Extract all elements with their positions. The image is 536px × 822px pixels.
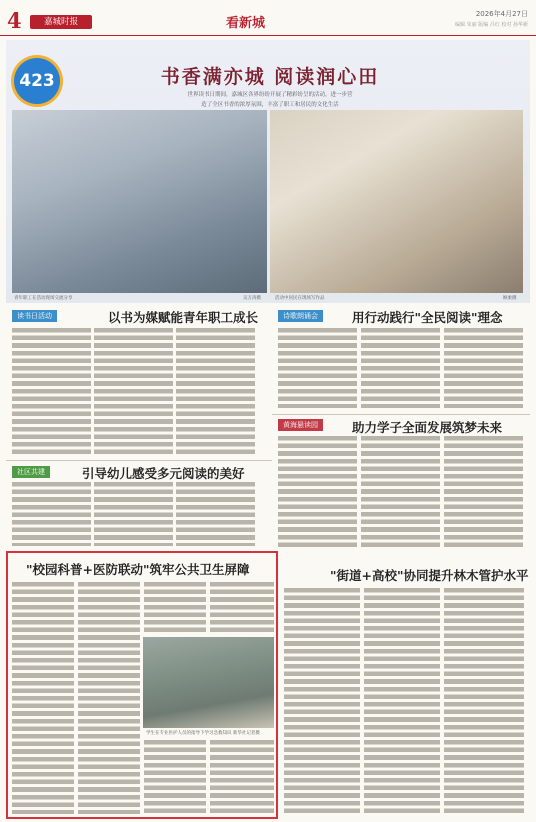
article3-body	[94, 482, 173, 546]
deck-line: 造了全区书香的浓厚氛围，丰富了职工和居民的文化生活	[201, 102, 339, 108]
editor-credits: 编辑 朱丽 版编 吕红 校对 孙华新	[455, 22, 528, 28]
article5-title: "校园科普+医防联动"筑牢公共卫生屏障	[26, 562, 250, 577]
photo2-caption: 活动中居民在现场写作品	[275, 296, 325, 301]
article1-title: 以书为媒赋能青年职工成长	[108, 310, 259, 325]
article1-body	[12, 328, 91, 456]
issue-date: 2026年4月27日	[475, 10, 528, 18]
article1-body	[94, 328, 173, 456]
article6-body	[284, 588, 360, 814]
article3-body	[176, 482, 255, 546]
article5-body	[144, 582, 206, 634]
article6-body	[444, 588, 524, 814]
article3-title: 引导幼儿感受多元阅读的美好	[82, 466, 245, 481]
divider	[6, 460, 272, 461]
article4-tag: 黄海悬读园	[278, 419, 323, 431]
article6-title: "街道+高校"协同提升林木管护水平	[330, 568, 529, 583]
article4-body	[444, 436, 523, 548]
article3-body	[12, 482, 91, 546]
article4-title: 助力学子全面发展筑梦未来	[352, 420, 503, 435]
headline-deck	[150, 90, 390, 110]
masthead	[0, 0, 536, 36]
article2-body	[278, 328, 357, 408]
deck-line: 世界读书日期间，嘉城区各界纷纷开展了精彩纷呈的活动，进一步营	[187, 92, 353, 98]
article5-body	[210, 740, 274, 814]
article2-body	[361, 328, 440, 408]
article5-body	[78, 582, 140, 814]
photo-residents-writing	[270, 110, 523, 293]
paper-logo: 嘉城时报	[30, 15, 92, 29]
photo1-caption: 青年职工在活动现场交流分享	[14, 296, 73, 301]
photo3-caption: 学生在专业医护人员的指导下学习急救知识 新华社记者摄	[146, 731, 260, 736]
article2-title: 用行动践行"全民阅读"理念	[352, 310, 503, 325]
article5-body	[144, 740, 206, 814]
article2-tag: 诗歌朗诵会	[278, 310, 323, 322]
world-book-day-badge: 423	[14, 58, 60, 104]
article4-body	[278, 436, 357, 548]
photo-first-aid-training	[143, 637, 274, 728]
page-number: 4	[7, 8, 22, 33]
section-title: 看新城	[226, 16, 266, 31]
photo-young-workers	[12, 110, 267, 293]
divider	[272, 414, 530, 415]
article5-body	[210, 582, 274, 634]
article5-body	[12, 582, 74, 814]
article1-tag: 读书日活动	[12, 310, 57, 322]
article4-body	[361, 436, 440, 548]
article1-body	[176, 328, 255, 456]
photo1-credit: 吴万涛摄	[243, 296, 261, 301]
photo2-credit: 顾柔摄	[503, 296, 517, 301]
article6-body	[364, 588, 440, 814]
main-headline: 书香满亦城 阅读润心田	[160, 66, 380, 88]
article3-tag: 社区共建	[12, 466, 50, 478]
article2-body	[444, 328, 523, 408]
